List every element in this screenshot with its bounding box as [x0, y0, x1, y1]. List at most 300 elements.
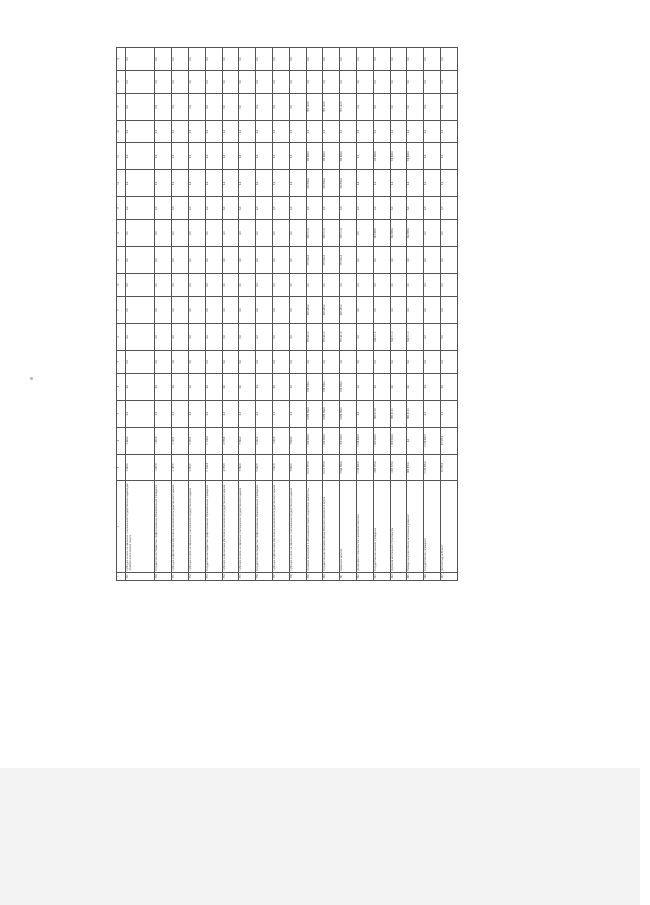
value-cell: 0,0 — [440, 143, 457, 170]
table-row — [340, 48, 357, 581]
row-number-cell: 339 — [306, 572, 323, 580]
value-cell: 4 076 386,0 — [323, 400, 340, 427]
value-cell: 0,0 — [289, 197, 306, 220]
value-cell: 0,0 — [356, 296, 373, 323]
value-cell: 344 511,0 — [390, 323, 407, 350]
row-name-cell: Субсидии на цели, не связанные с выполнением государственного задания — [239, 481, 256, 572]
value-cell: 0,0 — [155, 143, 172, 170]
column-header: 15 — [117, 143, 126, 170]
value-cell: 0,0 — [239, 197, 256, 220]
value-cell: 0,0 — [323, 274, 340, 297]
value-cell: 0,0 — [256, 323, 273, 350]
value-cell: 0,0 — [424, 170, 441, 197]
value-cell: 0,0 — [222, 274, 239, 297]
column-header: 2 — [117, 481, 126, 572]
row-name-cell: Дирекция капитального строительства — [390, 481, 407, 572]
value-cell: 597 142,0 — [340, 93, 357, 120]
value-cell: 7 364,0 — [239, 454, 256, 481]
value-cell: 0,0 — [126, 373, 155, 400]
value-cell: 0,0 — [440, 197, 457, 220]
value-cell: 0,0 — [424, 93, 441, 120]
value-cell: 0,0 — [356, 373, 373, 400]
value-cell: 8 013 377,0 — [323, 454, 340, 481]
value-cell: 0,0 — [205, 296, 222, 323]
value-cell: 0,0 — [306, 197, 323, 220]
value-cell: 938 336,0 — [306, 373, 323, 400]
value-cell: 0,0 — [390, 93, 407, 120]
column-header: 9 — [117, 296, 126, 323]
value-cell: 0,0 — [356, 197, 373, 220]
row-number-cell: 330 — [155, 572, 172, 580]
value-cell: 0,0 — [256, 93, 273, 120]
row-number-cell: 329 — [126, 572, 155, 580]
header-row — [117, 48, 126, 581]
value-cell: 0,0 — [373, 247, 390, 274]
value-cell: 2 180 849,0 — [424, 454, 441, 481]
value-cell: 0,0 — [390, 373, 407, 400]
value-cell: 0,0 — [189, 400, 206, 427]
value-cell: 0,0 — [272, 373, 289, 400]
value-cell: 0,0 — [222, 220, 239, 247]
value-cell: 0,0 — [289, 247, 306, 274]
value-cell: 0,0 — [239, 247, 256, 274]
value-cell: 0,0 — [390, 350, 407, 373]
value-cell: 938 336,0 — [340, 373, 357, 400]
value-cell: 0,0 — [289, 296, 306, 323]
value-cell: 0,0 — [222, 70, 239, 93]
value-cell: 0,0 — [205, 373, 222, 400]
value-cell: 9 542,8 — [256, 427, 273, 454]
value-cell: 0,0 — [222, 247, 239, 274]
value-cell: 0,0 — [205, 170, 222, 197]
value-cell: 0,0 — [272, 143, 289, 170]
value-cell: 0,0 — [272, 120, 289, 143]
value-cell: 0,0 — [373, 70, 390, 93]
row-name-cell: Субсидии на цели, не связанные с выполнением государственного задания — [189, 481, 206, 572]
column-header: 16 — [117, 120, 126, 143]
value-cell: 0,0 — [222, 143, 239, 170]
value-cell: 0,0 — [440, 247, 457, 274]
value-cell: 344 511,0 — [407, 323, 424, 350]
value-cell: 0,0 — [189, 48, 206, 71]
value-cell: 1 090 943,0 — [390, 427, 407, 454]
table-row — [272, 48, 289, 581]
value-cell: 0,0 — [407, 93, 424, 120]
value-cell: 0,0 — [155, 247, 172, 274]
value-cell: 0,0 — [407, 247, 424, 274]
value-cell: 0,0 — [172, 70, 189, 93]
value-cell: 0,0 — [424, 296, 441, 323]
value-cell: 0,0 — [189, 120, 206, 143]
value-cell: 0,0 — [272, 296, 289, 323]
row-name-cell: Субсидии на цели, не связанные с выполнением государственного задания для приобретения основных средств — [126, 481, 155, 572]
value-cell: 0,0 — [272, 350, 289, 373]
value-cell: 0,0 — [189, 197, 206, 220]
row-number-cell: 340 — [323, 572, 340, 580]
row-number-cell: 332 — [189, 572, 206, 580]
value-cell: 0,0 — [356, 170, 373, 197]
table-row — [323, 48, 340, 581]
value-cell: 0,0 — [189, 220, 206, 247]
value-cell: 0,0 — [424, 220, 441, 247]
value-cell: 0,0 — [222, 400, 239, 427]
value-cell: 0,0 — [440, 48, 457, 71]
row-number-cell: 336 — [256, 572, 273, 580]
value-cell: 0,0 — [272, 170, 289, 197]
value-cell: 1 558 963,0 — [306, 427, 323, 454]
value-cell: 1 390 998,0 — [340, 427, 357, 454]
value-cell: 0,0 — [205, 143, 222, 170]
row-number-cell: 335 — [239, 572, 256, 580]
column-header: 10 — [117, 274, 126, 297]
value-cell: 0,0 — [390, 48, 407, 71]
value-cell: 0,0 — [373, 274, 390, 297]
value-cell: 575 022,0 — [340, 247, 357, 274]
value-cell: 0,0 — [373, 93, 390, 120]
value-cell: 0,0 — [205, 120, 222, 143]
value-cell: 5 359,9 — [189, 427, 206, 454]
value-cell: 1 942,8 — [272, 427, 289, 454]
value-cell: 0,0 — [222, 120, 239, 143]
value-cell: 0,0 — [222, 296, 239, 323]
value-cell: 0,0 — [407, 170, 424, 197]
value-cell: 1 089 725,0 — [390, 454, 407, 481]
value-cell: 467 445,0 — [340, 296, 357, 323]
value-cell: 0,0 — [172, 220, 189, 247]
value-cell: 5 359,9 — [189, 454, 206, 481]
value-cell: 795 491,0 — [340, 323, 357, 350]
row-number-cell: 331 — [172, 572, 189, 580]
value-cell: 0,0 — [189, 373, 206, 400]
value-cell: 0,0 — [424, 323, 441, 350]
value-cell: 0,0 — [272, 197, 289, 220]
value-cell: 0,0 — [172, 350, 189, 373]
value-cell: 505 211,0 — [323, 220, 340, 247]
value-cell: 0,0 — [256, 373, 273, 400]
value-cell: 0,0 — [256, 274, 273, 297]
value-cell: 0,0 — [390, 296, 407, 323]
value-cell: 0,0 — [155, 373, 172, 400]
value-cell: 0,0 — [222, 93, 239, 120]
value-cell: 0,0 — [239, 400, 256, 427]
value-cell: 344 511,0 — [373, 323, 390, 350]
value-cell: 0,0 — [306, 350, 323, 373]
value-cell: 0,0 — [340, 350, 357, 373]
value-cell: 869 813,0 — [407, 400, 424, 427]
row-number-cell: 334 — [222, 572, 239, 580]
value-cell: 0,0 — [126, 170, 155, 197]
value-cell: 0,0 — [340, 70, 357, 93]
value-cell: 0,0 — [272, 220, 289, 247]
value-cell: 180 848,0 — [323, 143, 340, 170]
value-cell: 0,0 — [256, 220, 273, 247]
value-cell: 1 457,8 — [155, 454, 172, 481]
value-cell: 11 942,8 — [205, 427, 222, 454]
value-cell: 0,0 — [373, 197, 390, 220]
value-cell: 0,0 — [373, 48, 390, 71]
value-cell: 0,0 — [155, 197, 172, 220]
value-cell: 0,0 — [440, 220, 457, 247]
rotated-table-wrapper — [116, 47, 458, 581]
column-header: 7 — [117, 350, 126, 373]
value-cell: 0,0 — [424, 197, 441, 220]
table-row — [126, 48, 155, 581]
value-cell: 0,0 — [155, 220, 172, 247]
value-cell: 0,0 — [272, 70, 289, 93]
value-cell: 0,0 — [424, 247, 441, 274]
value-cell: 0,0 — [440, 400, 457, 427]
value-cell: 230 596,0 — [340, 170, 357, 197]
value-cell: 467 445,0 — [323, 296, 340, 323]
row-name-cell: Государственное казенное учреждение — [373, 481, 390, 572]
value-cell: 0,0 — [256, 400, 273, 427]
value-cell: 2 168 849,0 — [356, 454, 373, 481]
value-cell: 0,0 — [390, 197, 407, 220]
row-number-cell: 333 — [205, 572, 222, 580]
column-header: 8 — [117, 323, 126, 350]
value-cell: 180 848,0 — [340, 143, 357, 170]
value-cell: 0,0 — [172, 373, 189, 400]
value-cell: 0,0 — [356, 120, 373, 143]
value-cell: 795 491,0 — [323, 323, 340, 350]
value-cell: 575 022,0 — [306, 247, 323, 274]
table-row — [189, 48, 206, 581]
value-cell: 0,0 — [222, 197, 239, 220]
value-cell: 938 336,0 — [323, 373, 340, 400]
value-cell: 0,0 — [289, 373, 306, 400]
value-cell: 597 142,0 — [323, 93, 340, 120]
value-cell: 8 013 377,0 — [306, 454, 323, 481]
value-cell: 0,0 — [373, 120, 390, 143]
value-cell: 0,0 — [424, 48, 441, 71]
value-cell: 0,0 — [189, 323, 206, 350]
row-name-cell: Субсидии на финансовое обеспечение выполнения государственного задания — [222, 481, 239, 572]
value-cell: 0,0 — [289, 170, 306, 197]
value-cell: 0,0 — [356, 400, 373, 427]
value-cell: 0,0 — [407, 427, 424, 454]
value-cell: 869 839,0 — [407, 454, 424, 481]
value-cell: 0,0 — [390, 170, 407, 197]
value-cell: 0,0 — [289, 323, 306, 350]
value-cell: 0,0 — [172, 323, 189, 350]
value-cell: 0,0 — [205, 197, 222, 220]
value-cell: 95 373,0 — [440, 427, 457, 454]
value-cell: 7 364,0 — [239, 427, 256, 454]
row-number-cell: 342 — [356, 572, 373, 580]
row-name-cell: Департамент строительства и жилищной политики — [356, 481, 373, 572]
value-cell: 3 440,0 — [126, 454, 155, 481]
value-cell: 0,0 — [323, 120, 340, 143]
value-cell: 2 187,9 — [172, 454, 189, 481]
row-name-cell: Расходы на осуществление капитальных вложений — [407, 481, 424, 572]
column-header: 17 — [117, 93, 126, 120]
value-cell: 344 389,0 — [407, 220, 424, 247]
value-cell: 0,0 — [205, 400, 222, 427]
row-name-cell: Основное мероприятие 3 «Региональный проект «Содействие занятости»» — [306, 481, 323, 572]
column-header: 5 — [117, 400, 126, 427]
value-cell: 0,0 — [239, 323, 256, 350]
value-cell: 0,0 — [272, 93, 289, 120]
value-cell: 0,0 — [289, 48, 306, 71]
value-cell: 505 211,0 — [340, 220, 357, 247]
value-cell: 0,0 — [289, 350, 306, 373]
value-cell: 0,0 — [239, 143, 256, 170]
value-cell: 0,0 — [189, 70, 206, 93]
value-cell: 0,0 — [126, 247, 155, 274]
value-cell: 4 076 386,0 — [340, 400, 357, 427]
value-cell: 0,0 — [205, 247, 222, 274]
value-cell: 0,0 — [172, 274, 189, 297]
value-cell: 4 578,8 — [222, 454, 239, 481]
value-cell: 0,0 — [289, 120, 306, 143]
table-row — [424, 48, 441, 581]
row-name-cell: Ямальское развитие — [340, 481, 357, 572]
rotated-table-sheet — [116, 47, 650, 579]
value-cell: 0,0 — [373, 350, 390, 373]
value-cell: 95 373,0 — [440, 454, 457, 481]
value-cell: 0,0 — [356, 274, 373, 297]
value-cell: 0,0 — [126, 48, 155, 71]
value-cell: 0,0 — [272, 274, 289, 297]
value-cell: 0,0 — [189, 170, 206, 197]
value-cell: 0,0 — [289, 70, 306, 93]
value-cell: 0,0 — [356, 143, 373, 170]
value-cell: 0,0 — [306, 70, 323, 93]
value-cell: 0,0 — [205, 70, 222, 93]
value-cell: 0,0 — [356, 220, 373, 247]
value-cell: 0,0 — [306, 120, 323, 143]
value-cell: 0,0 — [340, 197, 357, 220]
row-number-cell: 341 — [340, 572, 357, 580]
value-cell: 180 848,0 — [306, 143, 323, 170]
value-cell: 0,0 — [440, 70, 457, 93]
value-cell: 0,0 — [256, 70, 273, 93]
value-cell: 0,0 — [289, 93, 306, 120]
value-cell: 0,0 — [323, 70, 340, 93]
value-cell: 0,0 — [172, 48, 189, 71]
table-row — [306, 48, 323, 581]
value-cell: 0,0 — [155, 170, 172, 197]
value-cell: 889 813,0 — [390, 400, 407, 427]
value-cell: 0,0 — [205, 323, 222, 350]
value-cell: 0,0 — [239, 70, 256, 93]
value-cell: 0,0 — [172, 197, 189, 220]
value-cell: 1 457,8 — [155, 427, 172, 454]
value-cell: 0,0 — [189, 274, 206, 297]
row-name-cell: Субсидии на цели, не связанные с выполнением государственного задания — [289, 481, 306, 572]
value-cell: 0,0 — [356, 350, 373, 373]
value-cell: 0,0 — [189, 93, 206, 120]
value-cell: 0,0 — [424, 274, 441, 297]
value-cell: 0,0 — [155, 93, 172, 120]
value-cell: 0,0 — [155, 296, 172, 323]
value-cell: 0,0 — [205, 220, 222, 247]
row-number-cell: 346 — [424, 572, 441, 580]
value-cell: 0,0 — [440, 120, 457, 143]
value-cell: 0,0 — [256, 120, 273, 143]
value-cell: 0,0 — [424, 400, 441, 427]
value-cell: 0,0 — [155, 48, 172, 71]
value-cell: 0,0 — [390, 274, 407, 297]
value-cell: 2 187,9 — [172, 427, 189, 454]
table-row — [390, 48, 407, 581]
value-cell: 9 542,8 — [256, 454, 273, 481]
budget-table — [116, 47, 458, 581]
value-cell: 0,0 — [222, 373, 239, 400]
value-cell: 0,0 — [239, 274, 256, 297]
value-cell: 0,0 — [239, 220, 256, 247]
value-cell: 0,0 — [289, 400, 306, 427]
value-cell: 0,0 — [356, 247, 373, 274]
table-body — [126, 48, 458, 581]
table-row — [356, 48, 373, 581]
value-cell: 0,0 — [390, 247, 407, 274]
value-cell: 0,0 — [126, 274, 155, 297]
value-cell: 0,0 — [126, 296, 155, 323]
value-cell: 0,0 — [272, 323, 289, 350]
value-cell: 0,0 — [424, 143, 441, 170]
value-cell: 597 142,0 — [306, 93, 323, 120]
value-cell: 0,0 — [424, 120, 441, 143]
value-cell: 0,0 — [323, 350, 340, 373]
row-number-cell: 338 — [289, 572, 306, 580]
value-cell: 0,0 — [340, 120, 357, 143]
value-cell: 0,0 — [172, 247, 189, 274]
value-cell: 0,0 — [289, 274, 306, 297]
value-cell: 0,0 — [155, 70, 172, 93]
value-cell: 190 848,0 — [407, 143, 424, 170]
table-row — [222, 48, 239, 581]
value-cell: 0,0 — [155, 350, 172, 373]
row-number-cell: 337 — [272, 572, 289, 580]
row-number-cell: 345 — [407, 572, 424, 580]
value-cell: 190 848,0 — [373, 143, 390, 170]
value-cell: 0,0 — [126, 197, 155, 220]
value-cell: 0,0 — [407, 120, 424, 143]
value-cell: 0,0 — [256, 350, 273, 373]
value-cell: 0,0 — [356, 93, 373, 120]
value-cell: 0,0 — [440, 93, 457, 120]
value-cell: 5 844 588,0 — [340, 454, 357, 481]
value-cell: 575 022,0 — [323, 247, 340, 274]
column-header: 13 — [117, 197, 126, 220]
value-cell: 0,0 — [306, 48, 323, 71]
value-cell: 467 445,0 — [306, 296, 323, 323]
value-cell: 0,0 — [289, 220, 306, 247]
value-cell: 0,0 — [424, 373, 441, 400]
value-cell: 0,0 — [222, 170, 239, 197]
value-cell: 0,0 — [407, 373, 424, 400]
value-cell: 1 558 963,0 — [323, 427, 340, 454]
value-cell: 0,0 — [239, 373, 256, 400]
value-cell: 0,0 — [239, 296, 256, 323]
column-header: 3 — [117, 454, 126, 481]
value-cell: 0,0 — [256, 170, 273, 197]
row-name-cell: Субсидии на финансовое обеспечение выполнения государственного задания — [172, 481, 189, 572]
value-cell: 0,0 — [189, 143, 206, 170]
value-cell: 889 813,0 — [373, 400, 390, 427]
value-cell: 0,0 — [222, 350, 239, 373]
value-cell: 1 089 725,0 — [373, 454, 390, 481]
value-cell: 0,0 — [356, 48, 373, 71]
value-cell: 2 180 849,0 — [424, 427, 441, 454]
table-row — [155, 48, 172, 581]
value-cell: 0,0 — [440, 274, 457, 297]
value-cell: 0,0 — [126, 143, 155, 170]
value-cell: 0,0 — [239, 120, 256, 143]
scan-bottom-shade — [0, 768, 640, 905]
value-cell: 7 600,0 — [289, 427, 306, 454]
